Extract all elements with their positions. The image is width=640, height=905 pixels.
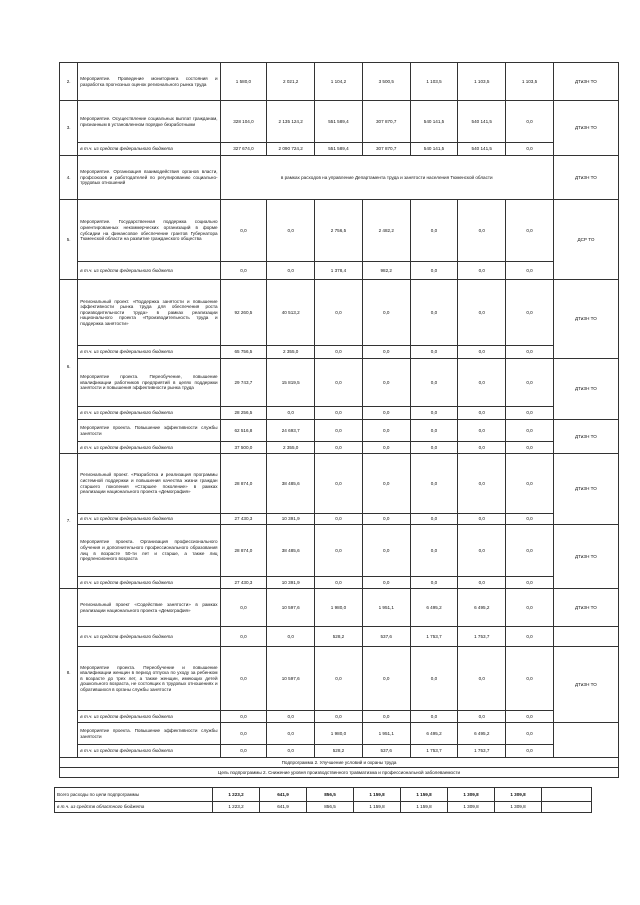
value-cell: 0,0 [506,280,554,346]
value-cell: 0,0 [220,627,267,647]
federal-budget-label: в т.ч. из средств федерального бюджета [78,143,220,156]
table-row [60,420,619,442]
responsible-cell: ДТиЗН ТО [553,525,618,589]
value-cell: 1 309,8 [448,802,495,813]
row-number: 3. [60,101,78,156]
value-cell: 551 589,4 [315,101,363,143]
value-cell: 0,0 [506,359,554,407]
value-cell: 0,0 [315,525,363,577]
federal-budget-label: в т.ч. из средств федерального бюджета [78,745,220,758]
value-cell: 0,0 [267,711,315,723]
value-cell: 0,0 [362,346,410,359]
table-row [60,723,619,745]
value-cell: 0,0 [267,200,315,262]
table-row [60,143,619,156]
federal-budget-label: в т.ч. из средств федерального бюджета [78,577,220,589]
value-cell: 0,0 [458,420,506,442]
row-description: Мероприятие. Государственная поддержка социально ориентированных некоммерческих организаций в форме субсидии на финансовое обеспечение грантов Губернатора Тюменской области на развитие гражданского общества [78,200,220,262]
table-row [60,262,619,280]
value-cell: 0,0 [220,647,267,711]
value-cell: 540 141,5 [410,101,458,143]
value-cell: 0,0 [362,359,410,407]
table-row [60,346,619,359]
value-cell: 0,0 [458,514,506,525]
value-cell: 0,0 [506,143,554,156]
value-cell: 0,0 [410,711,458,723]
value-cell: 1 951,1 [362,589,410,627]
federal-budget-label: в т.ч. из средств федерального бюджета [78,711,220,723]
federal-budget-label: в т.ч. из средств федерального бюджета [78,346,220,359]
table-row [60,647,619,711]
value-cell: 0,0 [410,577,458,589]
value-cell: 10 391,9 [267,514,315,525]
table-row [60,454,619,514]
value-cell: 1 223,2 [213,788,260,802]
value-cell: 0,0 [267,745,315,758]
value-cell: 856,5 [307,802,354,813]
value-cell: 27 430,3 [220,514,267,525]
value-cell: 1 103,5 [458,63,506,101]
value-cell: 0,0 [315,407,363,420]
value-cell: 1 309,8 [448,788,495,802]
value-cell: 0,0 [506,442,554,454]
totals-row [55,788,592,802]
value-cell: 0,0 [410,200,458,262]
value-cell: 0,0 [506,627,554,647]
value-cell: 0,0 [315,346,363,359]
responsible-cell: ДТиЗН ТО [553,156,618,200]
value-cell: 1 103,5 [506,63,554,101]
table-row [60,627,619,647]
table-row [60,280,619,346]
document-page [59,62,619,813]
row-description: Региональный проект. «Поддержка занятости и повышение эффективности рынка труда для обеспечения роста производительности труда» в рамках реализации национального проекта «Производительность труда и поддержка занятости» [78,280,220,346]
responsible-cell-empty [542,802,592,813]
value-cell: 27 430,3 [220,577,267,589]
value-cell: 0,0 [267,627,315,647]
responsible-cell: ДТиЗН ТО [553,63,618,101]
table-row [60,63,619,101]
table-row [60,359,619,407]
value-cell: 0,0 [315,359,363,407]
value-cell: 1 951,1 [362,723,410,745]
row-number: 4. [60,156,78,200]
table-row [60,758,619,768]
value-cell: 0,0 [506,745,554,758]
value-cell: 0,0 [362,577,410,589]
value-cell: 0,0 [506,514,554,525]
value-cell: 0,0 [506,577,554,589]
value-cell: 1 980,0 [315,589,363,627]
responsible-cell: ДСР ТО [553,200,618,280]
value-cell: 0,0 [362,525,410,577]
value-cell: 0,0 [315,577,363,589]
value-cell: 327 674,0 [220,143,267,156]
value-cell: 0,0 [506,262,554,280]
expenditure-table [59,62,619,778]
federal-budget-label: в т.ч. из средств федерального бюджета [78,627,220,647]
value-cell: 307 870,7 [362,101,410,143]
table-row [60,407,619,420]
value-cell: 0,0 [315,420,363,442]
responsible-cell: ДТиЗН ТО [553,101,618,156]
table-row [60,200,619,262]
responsible-cell: ДТиЗН ТО [553,420,618,454]
value-cell: 0,0 [506,723,554,745]
value-cell: 540 141,5 [458,143,506,156]
value-cell: 38 485,6 [267,454,315,514]
table-row [60,577,619,589]
responsible-cell: ДТиЗН ТО [553,589,618,627]
value-cell: 0,0 [315,280,363,346]
value-cell: 2 355,0 [267,346,315,359]
value-cell: 2 355,0 [267,442,315,454]
value-cell: 856,5 [307,788,354,802]
value-cell: 537,6 [362,745,410,758]
value-cell: 540 141,5 [410,143,458,156]
value-cell: 0,0 [458,359,506,407]
value-cell: 0,0 [220,711,267,723]
value-cell: 0,0 [362,647,410,711]
value-cell: 641,9 [260,802,307,813]
value-cell: 0,0 [410,280,458,346]
row-description: Мероприятие. Организация взаимодействия органов власти, профсоюзов и работодателей по регулированию социально-трудовых отношений [78,156,220,200]
value-cell: 537,6 [362,627,410,647]
value-cell: 6 495,2 [410,723,458,745]
value-cell: 0,0 [410,420,458,442]
value-cell: 0,0 [506,525,554,577]
table-row [60,525,619,577]
subprogram-heading: Подпрограмма 2. Улучшение условий и охраны труда [60,758,619,768]
value-cell: 1 753,7 [410,745,458,758]
table-row [60,101,619,143]
value-cell: 0,0 [458,346,506,359]
value-cell: 0,0 [506,200,554,262]
regional-budget-label: в т.ч. из средств областного бюджета [55,802,213,813]
value-cell: 0,0 [362,420,410,442]
value-cell: 6 495,2 [458,723,506,745]
row-description: Мероприятие проекта. Повышение эффективности службы занятости [78,420,220,442]
value-cell: 15 819,5 [267,359,315,407]
row-number: 8. [60,589,78,758]
value-cell: 0,0 [410,359,458,407]
value-cell: 0,0 [410,262,458,280]
value-cell: 92 260,5 [220,280,267,346]
value-cell: 1 753,7 [410,627,458,647]
value-cell: 1 309,8 [495,788,542,802]
value-cell: 307 870,7 [362,143,410,156]
subprogram-goal: Цель подпрограммы 2. Снижение уровня производственного травматизма и профессиональной заболеваемости [60,768,619,778]
value-cell: 1 753,7 [458,745,506,758]
row-description: Мероприятие проекта. Переобучение и повышение квалификации женщин в период отпуска по уходу за ребенком в возрасте до трех лет, а также женщин, имеющих детей дошкольного возраста, не состоящих в трудовых отношениях и обратившихся в органы службы занятости [78,647,220,711]
value-cell: 0,0 [506,101,554,143]
value-cell: 0,0 [458,454,506,514]
value-cell: 528,2 [315,627,363,647]
value-cell: 38 485,6 [267,525,315,577]
value-cell: 0,0 [506,346,554,359]
value-cell: 1 159,8 [354,788,401,802]
value-cell: 0,0 [315,647,363,711]
value-cell: 0,0 [267,407,315,420]
value-cell: 0,0 [362,407,410,420]
value-cell: 62 516,8 [220,420,267,442]
value-cell: 0,0 [410,407,458,420]
table-row [60,156,619,200]
value-cell: 0,0 [362,711,410,723]
value-cell: 528,2 [315,745,363,758]
row-number: 6. [60,280,78,454]
row-description: Мероприятие. Осуществление социальных выплат гражданам, признанным в установленном порядке безработными [78,101,220,143]
responsible-cell: ДТиЗН ТО [553,280,618,359]
value-cell: 0,0 [410,514,458,525]
value-cell: 0,0 [267,723,315,745]
table-row [60,768,619,778]
totals-table [54,787,592,813]
value-cell: 10 597,6 [267,589,315,627]
responsible-cell: ДТиЗН ТО [553,454,618,525]
value-cell: 0,0 [458,577,506,589]
value-cell: 0,0 [458,262,506,280]
value-cell: 37 500,0 [220,442,267,454]
responsible-cell-empty [553,723,618,758]
table-row [60,589,619,627]
value-cell: 551 589,4 [315,143,363,156]
value-cell: 0,0 [458,280,506,346]
row-number: 7. [60,454,78,589]
value-cell: 0,0 [458,442,506,454]
value-cell: 0,0 [220,200,267,262]
value-cell: 0,0 [362,442,410,454]
totals-label: Всего расходы по цели подпрограммы [55,788,213,802]
value-cell: 540 141,5 [458,101,506,143]
row-description: Мероприятие проекта. Переобучение, повышение квалификации работников предприятий в целях поддержки занятости и повышения эффективности рынка труда [78,359,220,407]
value-cell: 0,0 [220,723,267,745]
value-cell: 1 159,8 [354,802,401,813]
table-row [60,711,619,723]
value-cell: 0,0 [506,647,554,711]
value-cell: 1 103,5 [410,63,458,101]
merged-note-cell: в рамках расходов на управление Департамента труда и занятости населения Тюменской области [220,156,553,200]
responsible-cell-empty [553,627,618,647]
value-cell: 641,9 [260,788,307,802]
value-cell: 0,0 [506,454,554,514]
responsible-cell: ДТиЗН ТО [553,359,618,420]
value-cell: 1 580,0 [220,63,267,101]
value-cell: 6 495,2 [458,589,506,627]
value-cell: 0,0 [410,647,458,711]
value-cell: 0,0 [410,346,458,359]
responsible-cell-empty [542,788,592,802]
value-cell: 65 756,5 [220,346,267,359]
table-row [60,442,619,454]
table-row [60,514,619,525]
value-cell: 1 159,8 [401,788,448,802]
value-cell: 2 756,5 [315,200,363,262]
value-cell: 0,0 [458,407,506,420]
value-cell: 3 500,5 [362,63,410,101]
value-cell: 0,0 [410,525,458,577]
value-cell: 2 482,2 [362,200,410,262]
value-cell: 0,0 [267,262,315,280]
federal-budget-label: в т.ч. из средств федерального бюджета [78,262,220,280]
value-cell: 0,0 [220,589,267,627]
row-description: Мероприятие проекта. Повышение эффективности службы занятости [78,723,220,745]
value-cell: 0,0 [458,200,506,262]
value-cell: 0,0 [458,711,506,723]
value-cell: 2 135 124,2 [267,101,315,143]
row-description: Региональный проект. «Разработка и реализация программы системной поддержки и повышения качества жизни граждан старшего поколения «Старшее поколение» в рамках реализации национального проекта «Демография» [78,454,220,514]
value-cell: 0,0 [220,262,267,280]
value-cell: 0,0 [220,745,267,758]
value-cell: 6 495,2 [410,589,458,627]
row-description: Мероприятие проекта. Организация профессионального обучения и дополнительного профессионального образования лиц в возрасте 50-ти лет и старше, а также лиц предпенсионного возраста [78,525,220,577]
value-cell: 1 223,2 [213,802,260,813]
value-cell: 28 256,5 [220,407,267,420]
value-cell: 0,0 [315,711,363,723]
value-cell: 0,0 [506,420,554,442]
value-cell: 1 378,4 [315,262,363,280]
value-cell: 28 874,0 [220,525,267,577]
value-cell: 1 309,8 [495,802,542,813]
value-cell: 0,0 [362,280,410,346]
value-cell: 1 104,2 [315,63,363,101]
value-cell: 28 874,0 [220,454,267,514]
responsible-cell: ДТиЗН ТО [553,647,618,723]
value-cell: 10 391,9 [267,577,315,589]
totals-row [55,802,592,813]
value-cell: 0,0 [362,454,410,514]
value-cell: 2 090 724,2 [267,143,315,156]
value-cell: 10 597,6 [267,647,315,711]
row-number: 2. [60,63,78,101]
value-cell: 0,0 [506,589,554,627]
value-cell: 0,0 [410,454,458,514]
row-number: 5. [60,200,78,280]
value-cell: 0,0 [506,711,554,723]
value-cell: 328 104,0 [220,101,267,143]
value-cell: 0,0 [315,514,363,525]
federal-budget-label: в т.ч. из средств федерального бюджета [78,407,220,420]
row-description: Мероприятие. Проведение мониторинга состояния и разработка прогнозных оценок регионального рынка труда [78,63,220,101]
value-cell: 0,0 [315,442,363,454]
value-cell: 0,0 [458,525,506,577]
value-cell: 1 753,7 [458,627,506,647]
value-cell: 40 513,2 [267,280,315,346]
row-description: Региональный проект «Содействие занятости» в рамках реализации национального проекта «Демография» [78,589,220,627]
value-cell: 0,0 [458,647,506,711]
value-cell: 29 743,7 [220,359,267,407]
value-cell: 982,2 [362,262,410,280]
value-cell: 1 159,8 [401,802,448,813]
federal-budget-label: в т.ч. из средств федерального бюджета [78,442,220,454]
federal-budget-label: в т.ч. из средств федерального бюджета [78,514,220,525]
value-cell: 0,0 [315,454,363,514]
value-cell: 1 980,0 [315,723,363,745]
value-cell: 2 021,2 [267,63,315,101]
value-cell: 24 693,7 [267,420,315,442]
value-cell: 0,0 [506,407,554,420]
value-cell: 0,0 [362,514,410,525]
table-row [60,745,619,758]
value-cell: 0,0 [410,442,458,454]
